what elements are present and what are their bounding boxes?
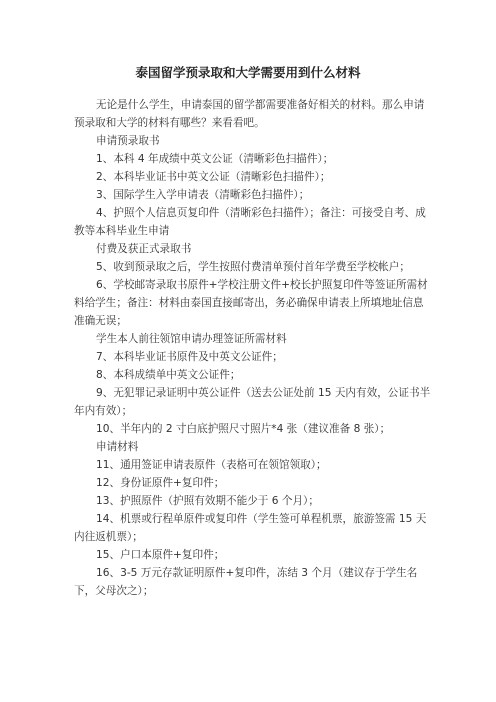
section-heading: 学生本人前往领馆申请办理签证所需材料 bbox=[96, 333, 287, 345]
list-item: 5、收到预录取之后，学生按照付费清单预付首年学费至学校帐户； bbox=[96, 261, 410, 273]
list-item: 3、国际学生入学申请表（清晰彩色扫描件）； bbox=[96, 189, 310, 201]
section-heading: 申请材料 bbox=[96, 441, 139, 453]
list-item: 11、通用签证申请表原件（表格可在领馆领取）； bbox=[96, 459, 327, 471]
section-heading: 申请预录取书 bbox=[96, 135, 160, 147]
list-item: 7、本科毕业证书原件及中英文公证件； bbox=[96, 351, 283, 363]
list-item: 6、学校邮寄录取书原件+学校注册文件+校长护照复印件等签证所需材料给学生；备注：材料由泰国直接邮寄出，务必确保申请表上所填地址信息准确无误； bbox=[74, 279, 428, 327]
list-item: 15、户口本原件+复印件； bbox=[96, 549, 225, 561]
list-item: 10、半年内的 2 寸白底护照尺寸照片*4 张（建议准备 8 张）； bbox=[96, 423, 391, 435]
list-item: 4、护照个人信息页复印件（清晰彩色扫描件）；备注：可接受自考、成教等本科毕业生申请 bbox=[74, 207, 426, 237]
intro-paragraph: 无论是什么学生，申请泰国的留学都需要准备好相关的材料。那么申请预录取和大学的材料有哪些？来看看吧。 bbox=[74, 99, 425, 129]
list-item: 2、本科毕业证书中英文公证（清晰彩色扫描件）； bbox=[96, 171, 331, 183]
list-item: 12、身份证原件+复印件； bbox=[96, 477, 225, 489]
list-item: 14、机票或行程单原件或复印件（学生签可单程机票，旅游签需 15 天内往返机票）； bbox=[74, 513, 427, 543]
list-item: 16、3-5 万元存款证明原件+复印件，冻结 3 个月（建议存于学生名下，父母次之）； bbox=[74, 567, 418, 597]
section-heading: 付费及获正式录取书 bbox=[96, 243, 192, 255]
document-title: 泰国留学预录取和大学需要用到什么材料 bbox=[135, 65, 361, 80]
list-item: 9、无犯罪记录证明中英公证件（送去公证处前 15 天内有效，公证书半年内有效）； bbox=[74, 387, 431, 417]
list-item: 13、护照原件（护照有效期不能少于 6 个月）； bbox=[96, 495, 319, 507]
list-item: 8、本科成绩单中英文公证件； bbox=[96, 369, 241, 381]
document-body bbox=[74, 96, 434, 600]
list-item: 1、本科 4 年成绩中英文公证（清晰彩色扫描件）； bbox=[96, 153, 334, 165]
